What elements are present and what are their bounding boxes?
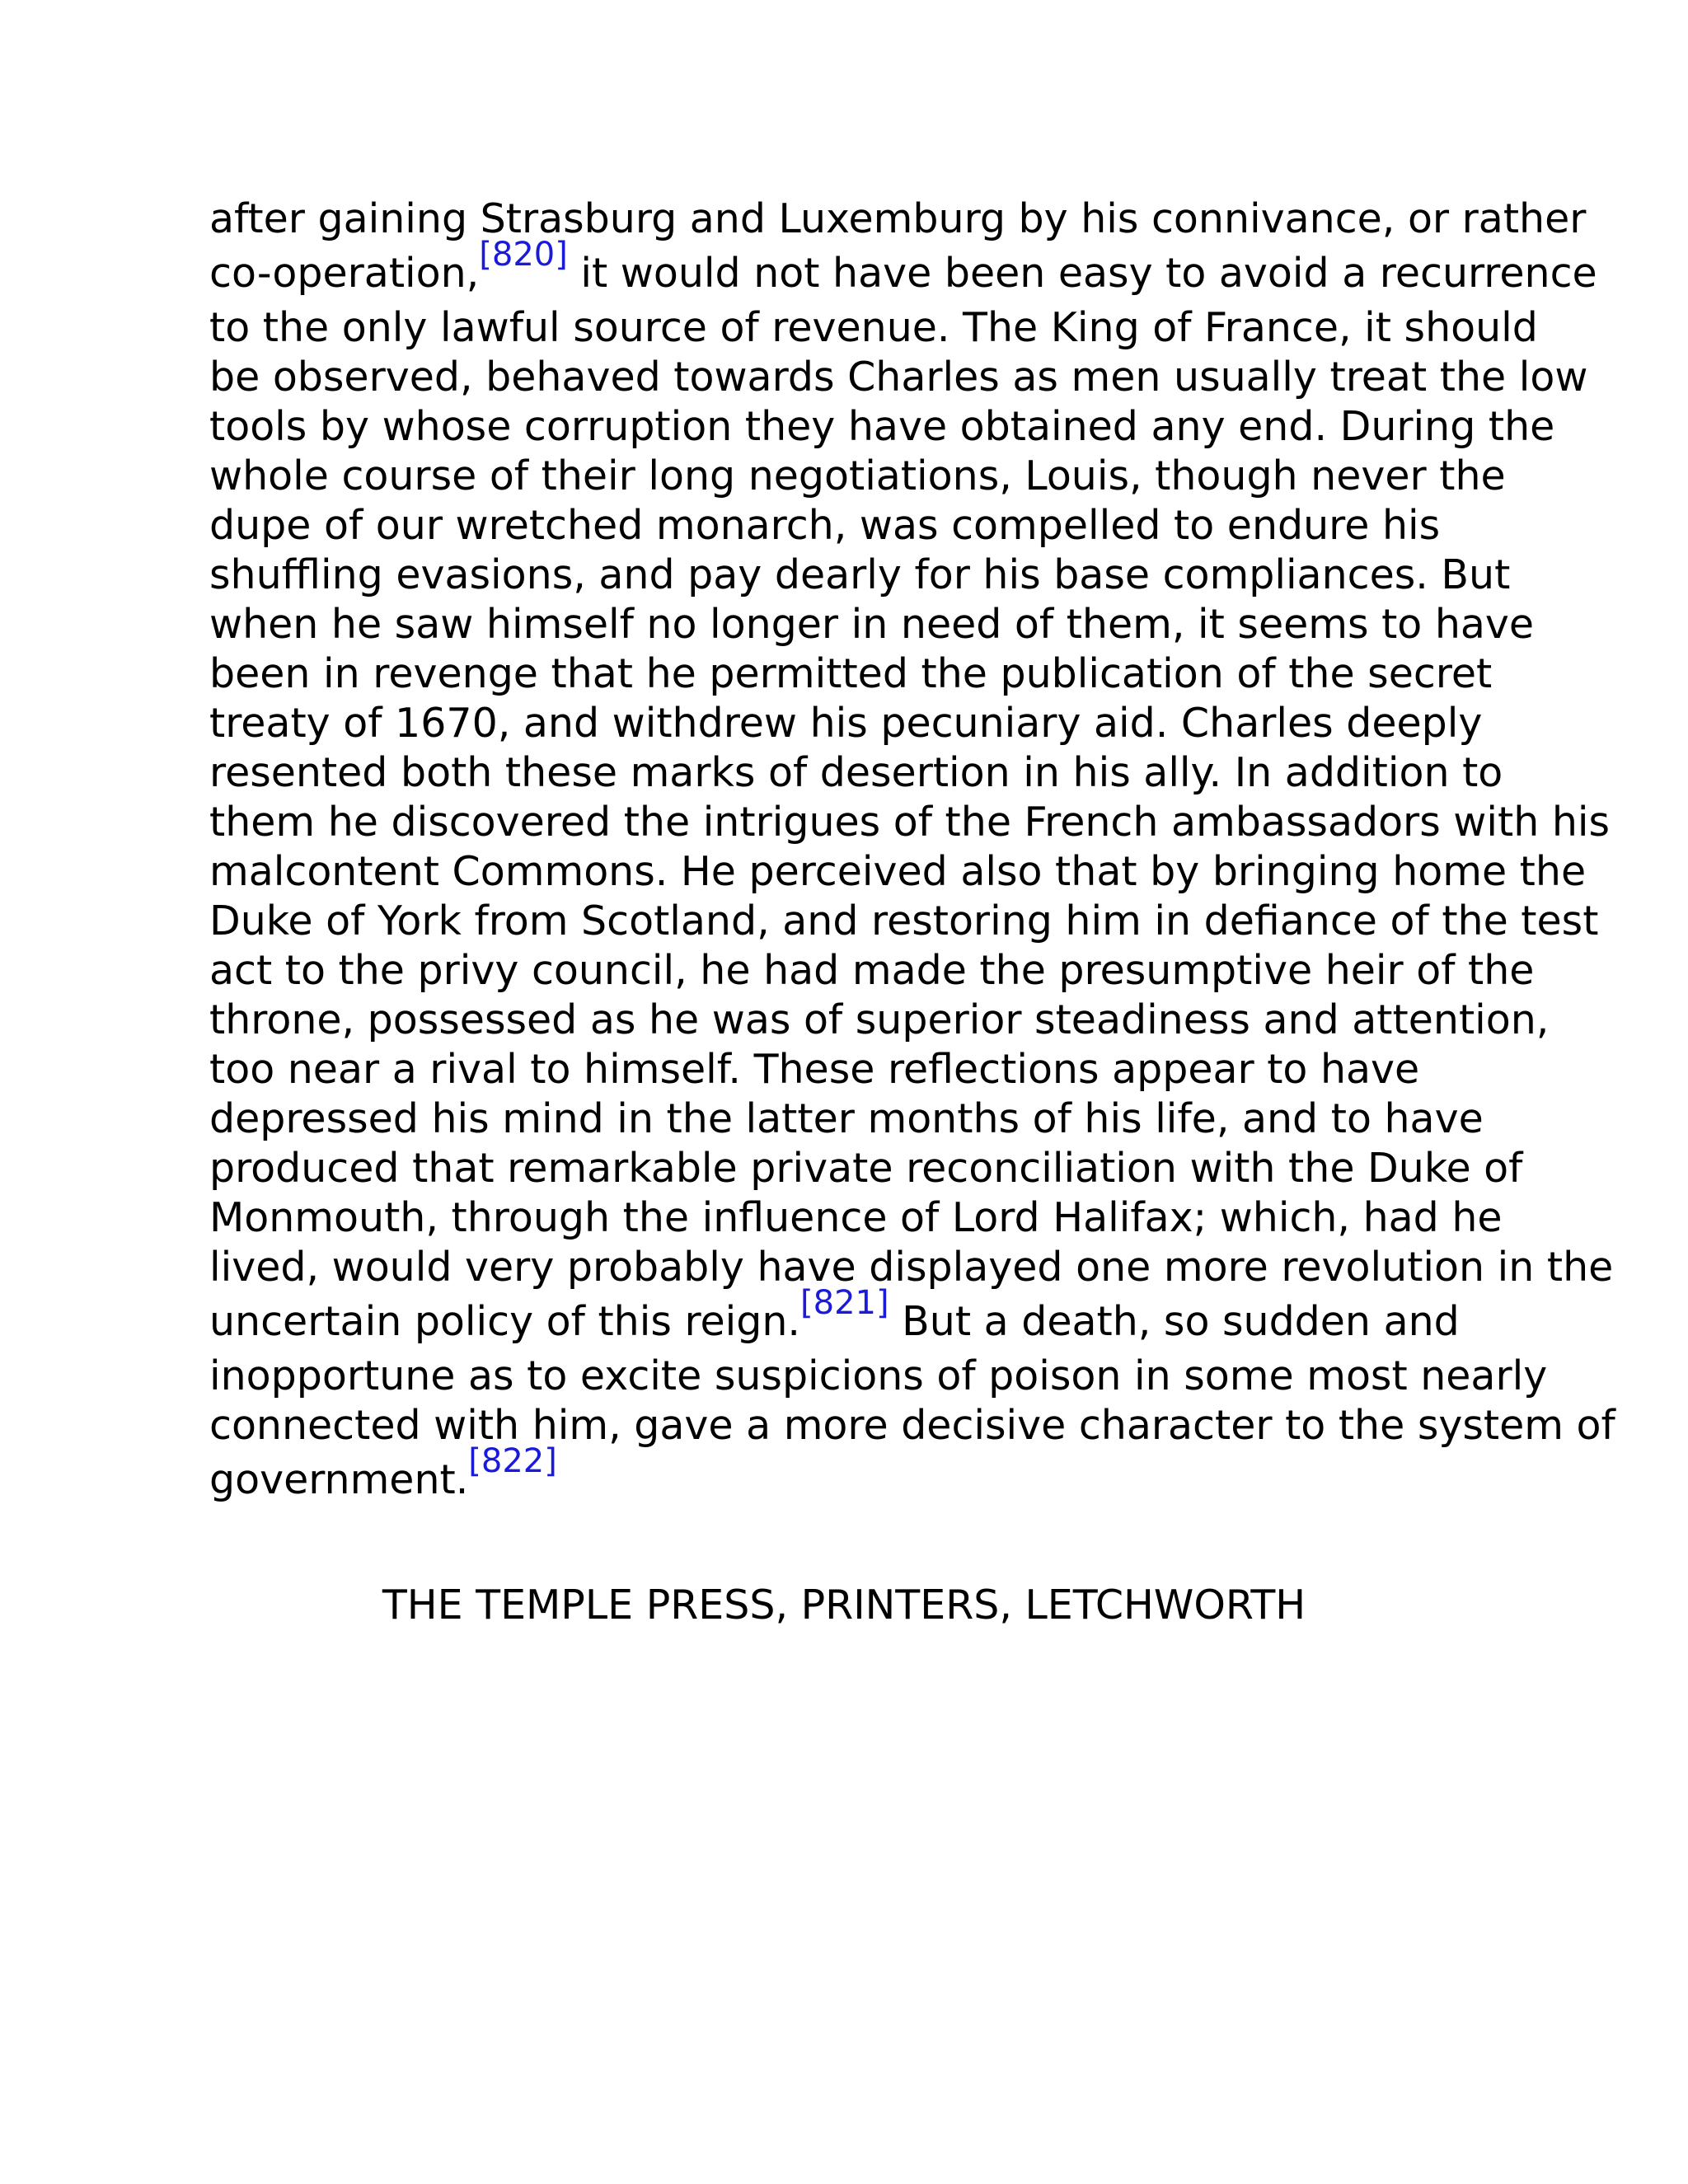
text-line: be observed, behaved towards Charles as men usually treat the low [209,354,1588,401]
body-paragraph [209,194,1615,1510]
footnote-link-821[interactable]: [821] [800,1284,889,1322]
text-line: shuffling evasions, and pay dearly for his base compliances. But [209,551,1511,598]
text-line: whole course of their long negotiations, Louis, though never the [209,452,1506,499]
text-line: too near a rival to himself. These reflections appear to have [209,1046,1420,1093]
text-line: after gaining Strasburg and Luxemburg by his connivance, or rather [209,195,1587,242]
line-text: it would not have been easy to avoid a recurrence [567,250,1597,297]
text-line: inopportune as to excite suspicions of poison in some most nearly [209,1352,1548,1399]
text-line: act to the privy council, he had made the presumptive heir of the [209,947,1535,994]
text-line: resented both these marks of desertion in his ally. In addition to [209,749,1503,796]
text-line: treaty of 1670, and withdrew his pecuniary aid. Charles deeply [209,700,1483,747]
text-line [209,236,1597,303]
text-line: tools by whose corruption they have obtained any end. During the [209,403,1555,450]
text-line: lived, would very probably have displayed one more revolution in the [209,1244,1614,1291]
text-line: connected with him, gave a more decisive character to the system of [209,1402,1615,1449]
text-line: throne, possessed as he was of superior steadiness and attention, [209,996,1550,1043]
footnote-link-820[interactable]: [820] [479,236,568,274]
printer-imprint: THE TEMPLE PRESS, PRINTERS, LETCHWORTH [382,1582,1306,1629]
text-line: Monmouth, through the influence of Lord Halifax; which, had he [209,1194,1503,1241]
text-line: dupe of our wretched monarch, was compelled to endure his [209,502,1441,549]
text-line: been in revenge that he permitted the publication of the secret [209,650,1493,697]
text-line: to the only lawful source of revenue. The King of France, it should [209,304,1538,351]
line-text: co-operation, [209,250,480,297]
text-line [209,1442,1495,1510]
text-line: produced that remarkable private reconciliation with the Duke of [209,1145,1523,1192]
line-text: uncertain policy of this reign. [209,1298,801,1345]
text-line: when he saw himself no longer in need of them, it seems to have [209,601,1535,648]
line-text: government. [209,1456,469,1503]
line-text: But a death, so sudden and [889,1298,1460,1345]
text-line: depressed his mind in the latter months of his life, and to have [209,1095,1484,1142]
text-line: malcontent Commons. He perceived also that by bringing home the [209,848,1587,895]
footnote-link-822[interactable]: [822] [468,1442,557,1480]
text-line: them he discovered the intrigues of the French ambassadors with his [209,799,1611,846]
text-line [209,1284,1495,1352]
text-line: Duke of York from Scotland, and restoring him in defiance of the test [209,898,1599,944]
